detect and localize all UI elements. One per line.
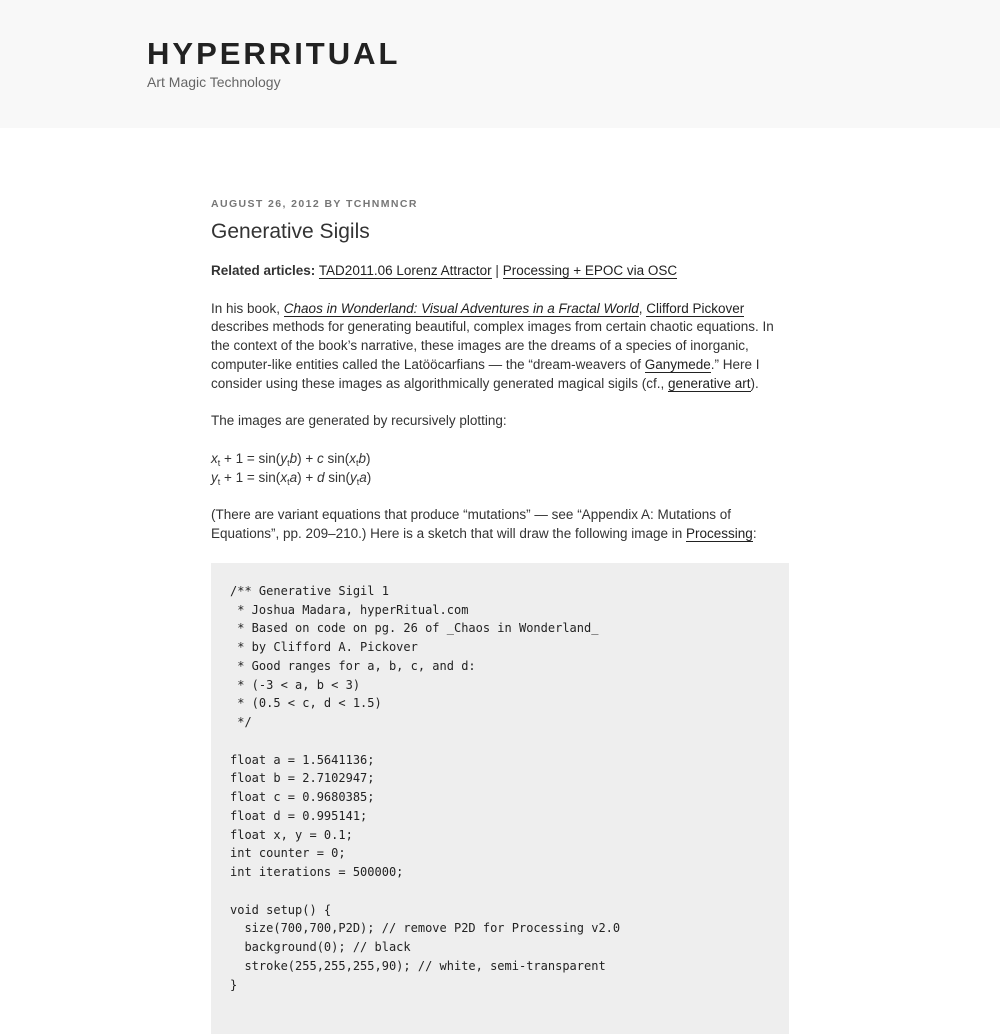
author-link[interactable]: TCHNMNCR — [345, 198, 418, 210]
processing-link[interactable]: Processing — [686, 526, 753, 542]
code-block: /** Generative Sigil 1 * Joshua Madara, hyperRitual.com * Based on code on pg. 26 of _Chaos in Wonderland_ * by Clifford A. Pickover * Good ranges for a, b, c, and d: * (-3 < a, b < 3) * (0.5 < c, d < 1.5) */ float a = 1.5641136; float b = 2.7102947; float c = 0.9680385; float d = 0.995141; float x, y = 0.1; int counter = 0; int iterations = 500000; void setup() { size(700,700,P2D); // remove P2D for Processing v2.0 background(0); // black stroke(255,255,255,90); // white, semi-transparent } — [211, 563, 789, 1034]
related-articles — [211, 262, 789, 281]
generative-art-link[interactable]: generative art — [667, 375, 751, 391]
equation-x: $x_t + 1 = \sin(y_tb) + c$ $\sin(x_tb)$ — [211, 450, 371, 468]
related-label: Related articles: — [211, 263, 316, 278]
post-title: Generative Sigils — [211, 220, 370, 243]
ganymede-link[interactable]: Ganymede — [644, 356, 711, 372]
related-separator: | — [495, 263, 499, 278]
post-date-link[interactable]: AUGUST 26, 2012 — [211, 198, 321, 210]
post-content — [211, 128, 789, 1034]
intro-paragraph — [211, 300, 789, 394]
byline-by: BY — [324, 198, 342, 210]
plotting-paragraph: The images are generated by recursively plotting: — [211, 413, 507, 429]
site-description: Art Magic Technology — [147, 74, 281, 90]
pickover-link[interactable]: Clifford Pickover — [646, 300, 745, 316]
related-link-epoc[interactable]: Processing + EPOC via OSC — [502, 263, 678, 278]
text: describes methods for generating beautiful, complex images from certain chaotic equations. In the context of the book’s narrative, these images are the dreams of a species of inorganic, computer-like entities called the Latööcarfians — the “dream-weavers of — [211, 319, 774, 372]
text: (There are variant equations that produce “mutations” — see “Appendix A: Mutations of Equations”, pp. 209–210.) Here is a sketch that will draw the following image in — [211, 507, 732, 542]
book-link[interactable]: Chaos in Wonderland: Visual Adventures in a Fractal World — [283, 300, 639, 316]
related-link-lorenz[interactable]: TAD2011.06 Lorenz Attractor — [318, 263, 492, 278]
text: : — [752, 526, 757, 542]
equation-y: $y_t + 1 = \sin(x_ta) + d$ $\sin(y_ta)$ — [211, 469, 372, 487]
entry-meta — [211, 198, 789, 210]
text: ). — [750, 375, 759, 391]
equations — [211, 450, 789, 488]
text: , — [638, 300, 647, 316]
text: In his book, — [211, 300, 284, 316]
text: .” Here I consider using these images as algorithmically generated magical sigils (cf., — [211, 356, 760, 391]
site-title-link[interactable]: HYPERRITUAL — [147, 36, 401, 71]
variants-paragraph — [211, 506, 789, 544]
site-header — [0, 0, 1000, 128]
